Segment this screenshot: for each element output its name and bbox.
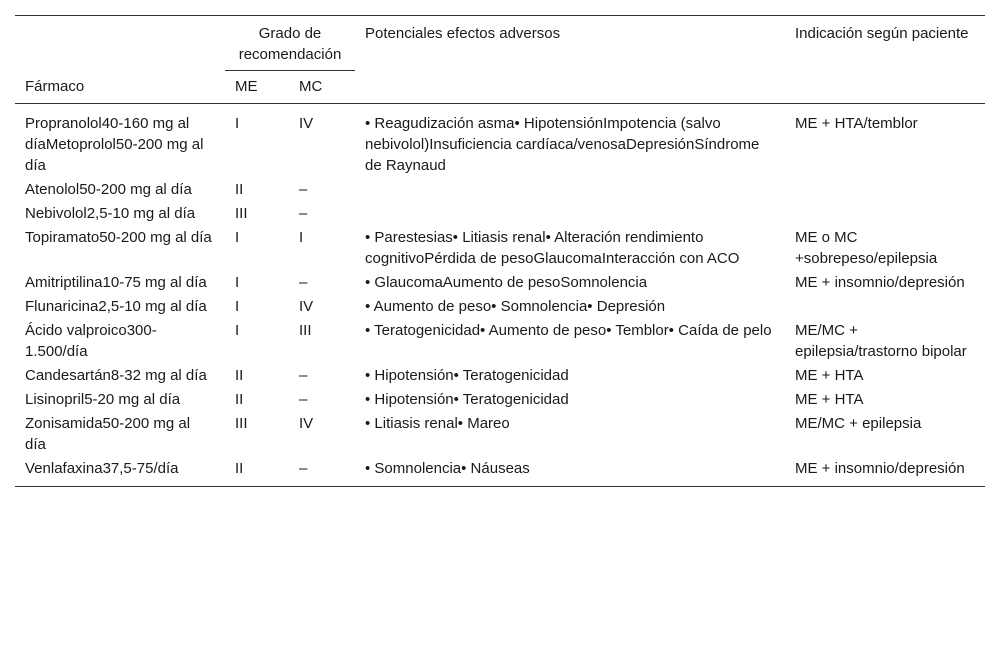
cell-me: III (235, 205, 248, 222)
drug-table-container (15, 15, 985, 487)
cell-indicacion: ME + insomnio/depresión (795, 274, 965, 291)
cell-indicacion: ME + HTA (795, 391, 864, 408)
cell-me: I (235, 298, 240, 315)
table-row (15, 411, 985, 456)
header-mc: MC (299, 78, 323, 95)
table-row (15, 104, 985, 178)
table-row (15, 318, 985, 363)
cell-me: III (235, 415, 248, 432)
table-row (15, 225, 985, 270)
cell-farmaco: Ácido valproico300-1.500/día (25, 322, 157, 360)
cell-indicacion: ME/MC + epilepsia/trastorno bipolar (795, 322, 967, 360)
cell-efectos: • Somnolencia• Náuseas (365, 460, 530, 477)
table-row (15, 387, 985, 411)
header-grado: Grado de recomendación (225, 16, 355, 71)
cell-me: II (235, 367, 244, 384)
cell-mc: – (299, 181, 308, 198)
cell-me: II (235, 181, 244, 198)
cell-indicacion (785, 294, 985, 318)
cell-farmaco: Zonisamida50-200 mg al día (25, 415, 191, 453)
cell-indicacion (785, 201, 985, 225)
cell-farmaco: Amitriptilina10-75 mg al día (25, 274, 207, 291)
cell-mc: IV (299, 115, 314, 132)
header-farmaco: Fármaco (25, 78, 85, 95)
cell-farmaco: Atenolol50-200 mg al día (25, 181, 192, 198)
cell-farmaco: Topiramato50-200 mg al día (25, 229, 212, 246)
cell-farmaco: Nebivolol2,5-10 mg al día (25, 205, 196, 222)
cell-indicacion: ME o MC +sobrepeso/epilepsia (795, 229, 938, 267)
header-efectos: Potenciales efectos adversos (365, 25, 561, 42)
cell-mc: – (299, 274, 308, 291)
cell-mc: – (299, 205, 308, 222)
cell-me: I (235, 115, 240, 132)
header-me: ME (235, 78, 258, 95)
cell-mc: IV (299, 415, 314, 432)
cell-mc: – (299, 367, 308, 384)
table-row (15, 294, 985, 318)
cell-indicacion: ME + insomnio/depresión (795, 460, 965, 477)
table-row (15, 201, 985, 225)
cell-mc: – (299, 460, 308, 477)
table-row (15, 177, 985, 201)
cell-me: I (235, 229, 240, 246)
cell-farmaco: Venlafaxina37,5-75/día (25, 460, 179, 477)
cell-efectos: • Hipotensión• Teratogenicidad (365, 367, 569, 384)
cell-efectos: • Teratogenicidad• Aumento de peso• Temblor• Caída de pelo (365, 322, 772, 339)
table-row (15, 270, 985, 294)
cell-farmaco: Lisinopril5-20 mg al día (25, 391, 181, 408)
table-body (15, 104, 985, 487)
cell-efectos: • GlaucomaAumento de pesoSomnolencia (365, 274, 648, 291)
table-row (15, 456, 985, 487)
cell-indicacion: ME + HTA (795, 367, 864, 384)
cell-farmaco: Propranolol40-160 mg al díaMetoprolol50-200 mg al día (25, 115, 204, 174)
cell-indicacion (785, 177, 985, 201)
cell-mc: IV (299, 298, 314, 315)
cell-indicacion: ME + HTA/temblor (795, 115, 918, 132)
table-row (15, 363, 985, 387)
cell-mc: III (299, 322, 312, 339)
cell-efectos: • Parestesias• Litiasis renal• Alteración rendimiento cognitivoPérdida de pesoGlaucomaInteracción con ACO (365, 229, 740, 267)
cell-me: I (235, 274, 240, 291)
cell-farmaco: Flunaricina2,5-10 mg al día (25, 298, 207, 315)
cell-me: I (235, 322, 240, 339)
cell-efectos: • Litiasis renal• Mareo (365, 415, 510, 432)
header-row-top (15, 16, 985, 71)
cell-efectos: • Hipotensión• Teratogenicidad (365, 391, 569, 408)
cell-me: II (235, 391, 244, 408)
cell-farmaco: Candesartán8-32 mg al día (25, 367, 207, 384)
drug-table (15, 15, 985, 487)
cell-indicacion: ME/MC + epilepsia (795, 415, 922, 432)
cell-mc: – (299, 391, 308, 408)
cell-efectos: • Reagudización asma• HipotensiónImpotencia (salvo nebivolol)Insuficiencia cardíaca/venosaDepresiónSíndrome de Raynaud (365, 115, 760, 174)
cell-efectos: • Aumento de peso• Somnolencia• Depresión (365, 298, 666, 315)
header-indicacion: Indicación según paciente (795, 25, 969, 42)
cell-me: II (235, 460, 244, 477)
cell-efectos (355, 177, 785, 201)
cell-efectos (355, 201, 785, 225)
cell-mc: I (299, 229, 304, 246)
